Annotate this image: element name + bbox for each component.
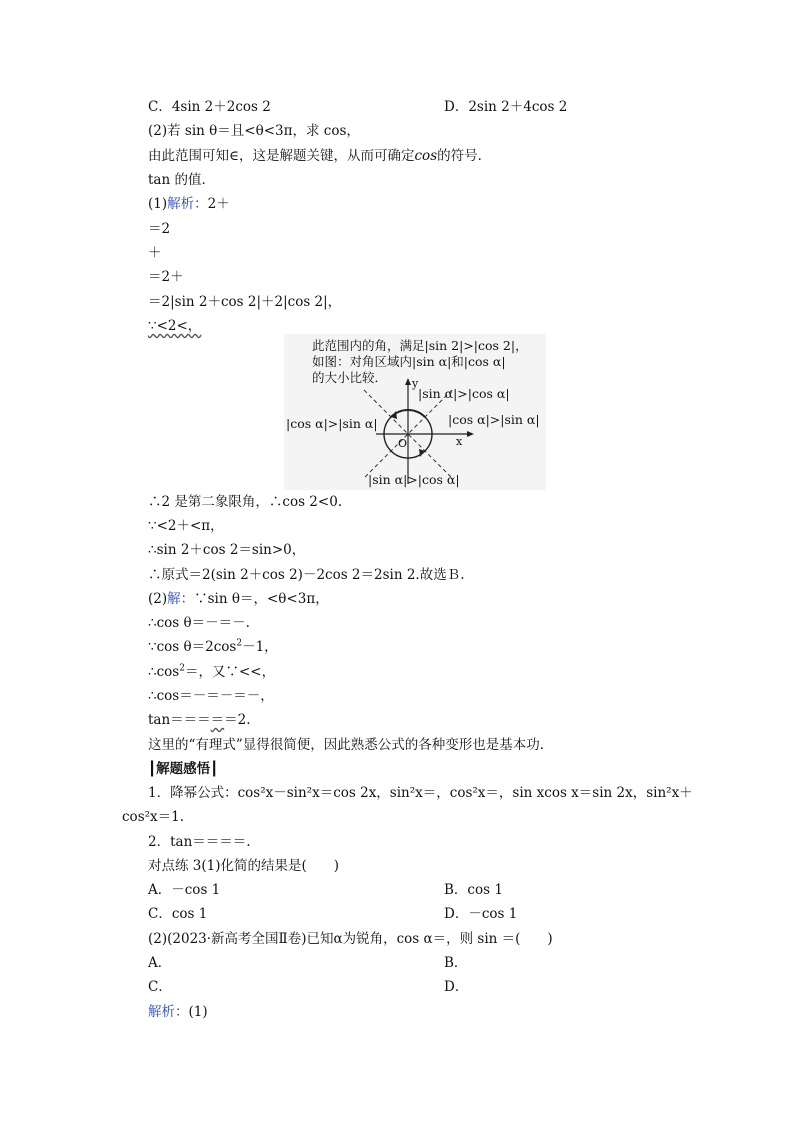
option-d: D．－cos 1 (444, 906, 518, 922)
angle-region-figure (284, 334, 546, 490)
region-label-left: |cos α|>|sin α| (286, 416, 378, 431)
solution-1-expr: 2＋ (207, 196, 230, 212)
option-c: C． (148, 979, 172, 995)
solution-label: 解析： (167, 196, 208, 212)
tan-line: tan 的值． (148, 172, 215, 188)
solution-2-num: (2) (148, 591, 168, 607)
formula-line: 2．tan＝＝＝＝. (148, 834, 251, 850)
option-a: A． (148, 955, 172, 971)
figure-note: 的大小比较． (312, 370, 388, 385)
remark-line: 这里的“有理式”显得很简便，因此熟悉公式的各种变形也是基本功． (148, 737, 554, 753)
exponent: 2 (236, 638, 243, 649)
step-line: ＋ (148, 245, 162, 261)
formula-line: 1．降幂公式：cos²x－sin²x＝cos 2x，sin²x＝，cos²x＝，sin xcos x＝sin 2x，sin²x＋ (148, 785, 693, 801)
step-line: ＝2＋ (148, 269, 184, 285)
step-line: ∴2 是第二象限角，∴cos 2<0. (148, 494, 343, 510)
exercise-question: 对点练 3(1)化简的结果是( ) (148, 858, 340, 874)
solution-2-start (148, 590, 329, 608)
option-d: D．2sin 2＋4cos 2 (444, 99, 568, 115)
formula-part: ∵cos θ＝2cos (148, 639, 237, 655)
formula-part: ＝2. (224, 712, 251, 728)
formula-line: cos²x＝1. (122, 809, 185, 825)
option-b: B．cos 1 (444, 882, 503, 898)
axis-label-y: y (412, 377, 419, 390)
question-2: (2)若 sin θ＝且<θ<3π，求 cos， (148, 123, 360, 139)
step-line: ∴sin 2＋cos 2＝sin>0， (148, 542, 306, 558)
y-axis-arrow (405, 378, 411, 385)
hint-line (148, 147, 491, 165)
step-line: ∵<2＋<π， (148, 518, 224, 534)
hint-cos: cos (414, 148, 438, 164)
exercise-question: (2)(2023·新高考全国Ⅱ卷)已知α为锐角，cos α＝，则 sin ＝( ) (148, 931, 553, 947)
solution-1-start (148, 195, 230, 213)
exponent: 2 (179, 663, 185, 674)
formula-part-underlined: ＝ (210, 712, 225, 728)
formula-part: －1， (242, 639, 278, 655)
solution-label: 解析： (148, 1004, 189, 1020)
option-d: D． (444, 979, 469, 995)
hint-end: 的符号． (437, 148, 492, 164)
figure-note: 如图：对角区域内|sin α|和|cos α| (312, 354, 506, 369)
option-a: A．－cos 1 (148, 882, 221, 898)
hint-text: 由此范围可知∈，这是解题关键，从而可确定 (148, 148, 415, 164)
option-b: B． (444, 955, 468, 971)
solution-1-num: (1) (148, 196, 168, 212)
axis-label-x: x (456, 435, 463, 448)
step-line (148, 711, 251, 729)
step-line: ∴原式＝2(sin 2＋cos 2)－2cos 2＝2sin 2.故选Ｂ. (148, 567, 465, 583)
option-c: C．4sin 2＋2cos 2 (148, 99, 271, 115)
x-axis-arrow (467, 431, 474, 437)
step-line: ＝2 (148, 221, 171, 237)
solution-num: (1) (188, 1004, 208, 1020)
formula-part: ∴cos (148, 664, 180, 680)
step-line (148, 663, 275, 681)
solution-2-expr: ∵sin θ＝，<θ<3π， (194, 591, 329, 607)
solution-start (148, 1003, 208, 1021)
solution-label: 解： (167, 591, 195, 607)
section-heading: ┃解题感悟┃ (148, 761, 219, 777)
region-label-top: |sin α|>|cos α| (418, 386, 510, 401)
origin-label: O (398, 437, 408, 450)
step-line-underlined: ∵<2<， (148, 318, 202, 334)
step-line: ＝2|sin 2＋cos 2|＋2|cos 2|， (148, 294, 342, 310)
step-line: ∴cos θ＝－＝－. (148, 615, 250, 631)
step-line: ∴cos＝－＝－＝－， (148, 688, 274, 704)
step-line (148, 638, 278, 656)
formula-part: ＝，又∵<<， (184, 664, 276, 680)
region-label-right: |cos α|>|sin α| (448, 412, 540, 427)
formula-part: tan＝＝＝ (148, 712, 211, 728)
region-label-bottom: |sin α|>|cos α| (368, 472, 460, 487)
option-c: C．cos 1 (148, 906, 208, 922)
figure-note: 此范围内的角，满足|sin 2|>|cos 2|， (312, 338, 528, 353)
